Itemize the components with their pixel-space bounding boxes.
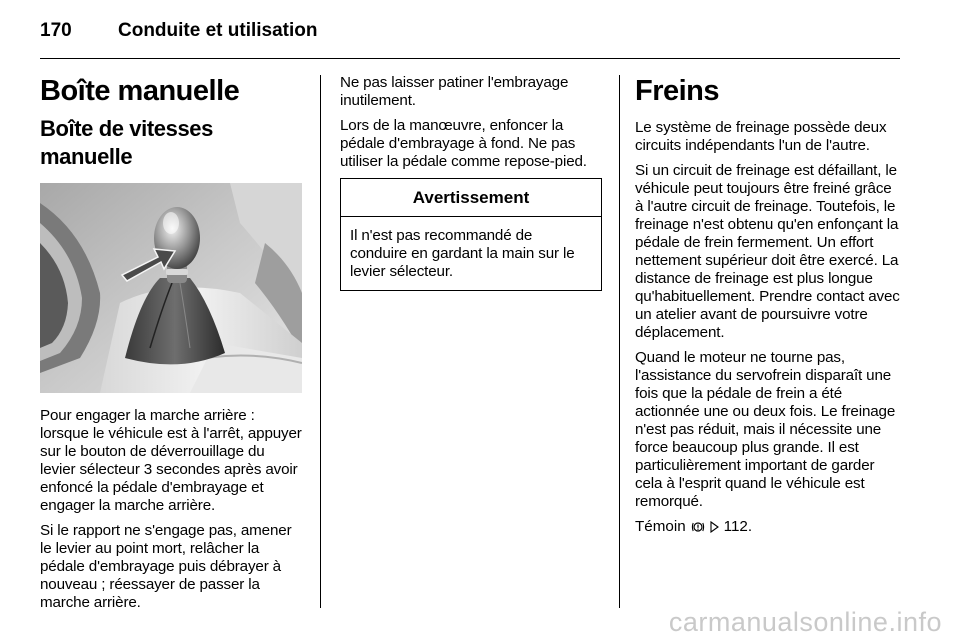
warning-box	[340, 178, 602, 291]
paragraph: Ne pas laisser patiner l'embrayage inutilement.	[340, 74, 569, 109]
subsection-heading: Boîte de vitesses manuelle	[40, 116, 213, 169]
paragraph: Lors de la manœuvre, enfoncer la pédale d'embrayage à fond. Ne pas utiliser la pédale comme repose-pied.	[340, 117, 587, 170]
column-divider-right	[619, 75, 620, 608]
column-brakes	[635, 74, 903, 536]
page-number: 170	[40, 20, 72, 41]
column-clutch	[340, 74, 602, 291]
header-divider	[40, 58, 900, 59]
section-heading: Boîte manuelle	[40, 75, 240, 107]
gear-lever-photo	[40, 183, 302, 393]
indicator-reference	[635, 518, 903, 536]
paragraph: Quand le moteur ne tourne pas, l'assistance du servofrein disparaît une fois que la pédale de frein a été actionnée une ou deux fois. Le freinage n'est pas réduit, mais il nécessite une force beaucoup plus grande. Il est particulièrement important de garder cela à l'esprit quand le véhicule est remorqué.	[635, 349, 896, 510]
paragraph: Le système de freinage possède deux circuits indépendants l'un de l'autre.	[635, 119, 887, 154]
column-manual-gearbox	[40, 74, 302, 619]
warning-title: Avertissement	[341, 179, 601, 217]
reference-label: Témoin	[635, 518, 686, 535]
warning-text: Il n'est pas recommandé de conduire en gardant la main sur le levier sélecteur.	[350, 227, 575, 280]
reference-page[interactable]: 112.	[723, 518, 753, 535]
site-watermark: carmanualsonline.info	[668, 607, 942, 637]
page-reference-arrow-icon	[710, 521, 719, 533]
column-divider-left	[320, 75, 321, 608]
page-header	[40, 18, 900, 58]
paragraph: Si le rapport ne s'engage pas, amener le levier au point mort, relâcher la pédale d'embrayage puis débrayer à nouveau ; réessayer de passer la marche arrière.	[40, 522, 292, 611]
paragraph: Si un circuit de freinage est défaillant, le véhicule peut toujours être freiné grâce à l'autre circuit de freinage. Toutefois, le freinage n'est obtenu qu'en enfonçant la pédale de frein fermement. Un effort nettement supérieur doit être exercé. La distance de freinage est plus longue qu'habituellement. Prendre contact avec un atelier avant de poursuivre votre déplacement.	[635, 162, 900, 341]
paragraph: Pour engager la marche arrière : lorsque le véhicule est à l'arrêt, appuyer sur le bouton de déverrouillage du levier sélecteur 3 secondes après avoir enfoncé la pédale d'embrayage et engager la marche arrière.	[40, 407, 302, 514]
section-heading: Freins	[635, 75, 720, 107]
chapter-title: Conduite et utilisation	[118, 20, 318, 41]
brake-warning-icon	[691, 520, 705, 534]
